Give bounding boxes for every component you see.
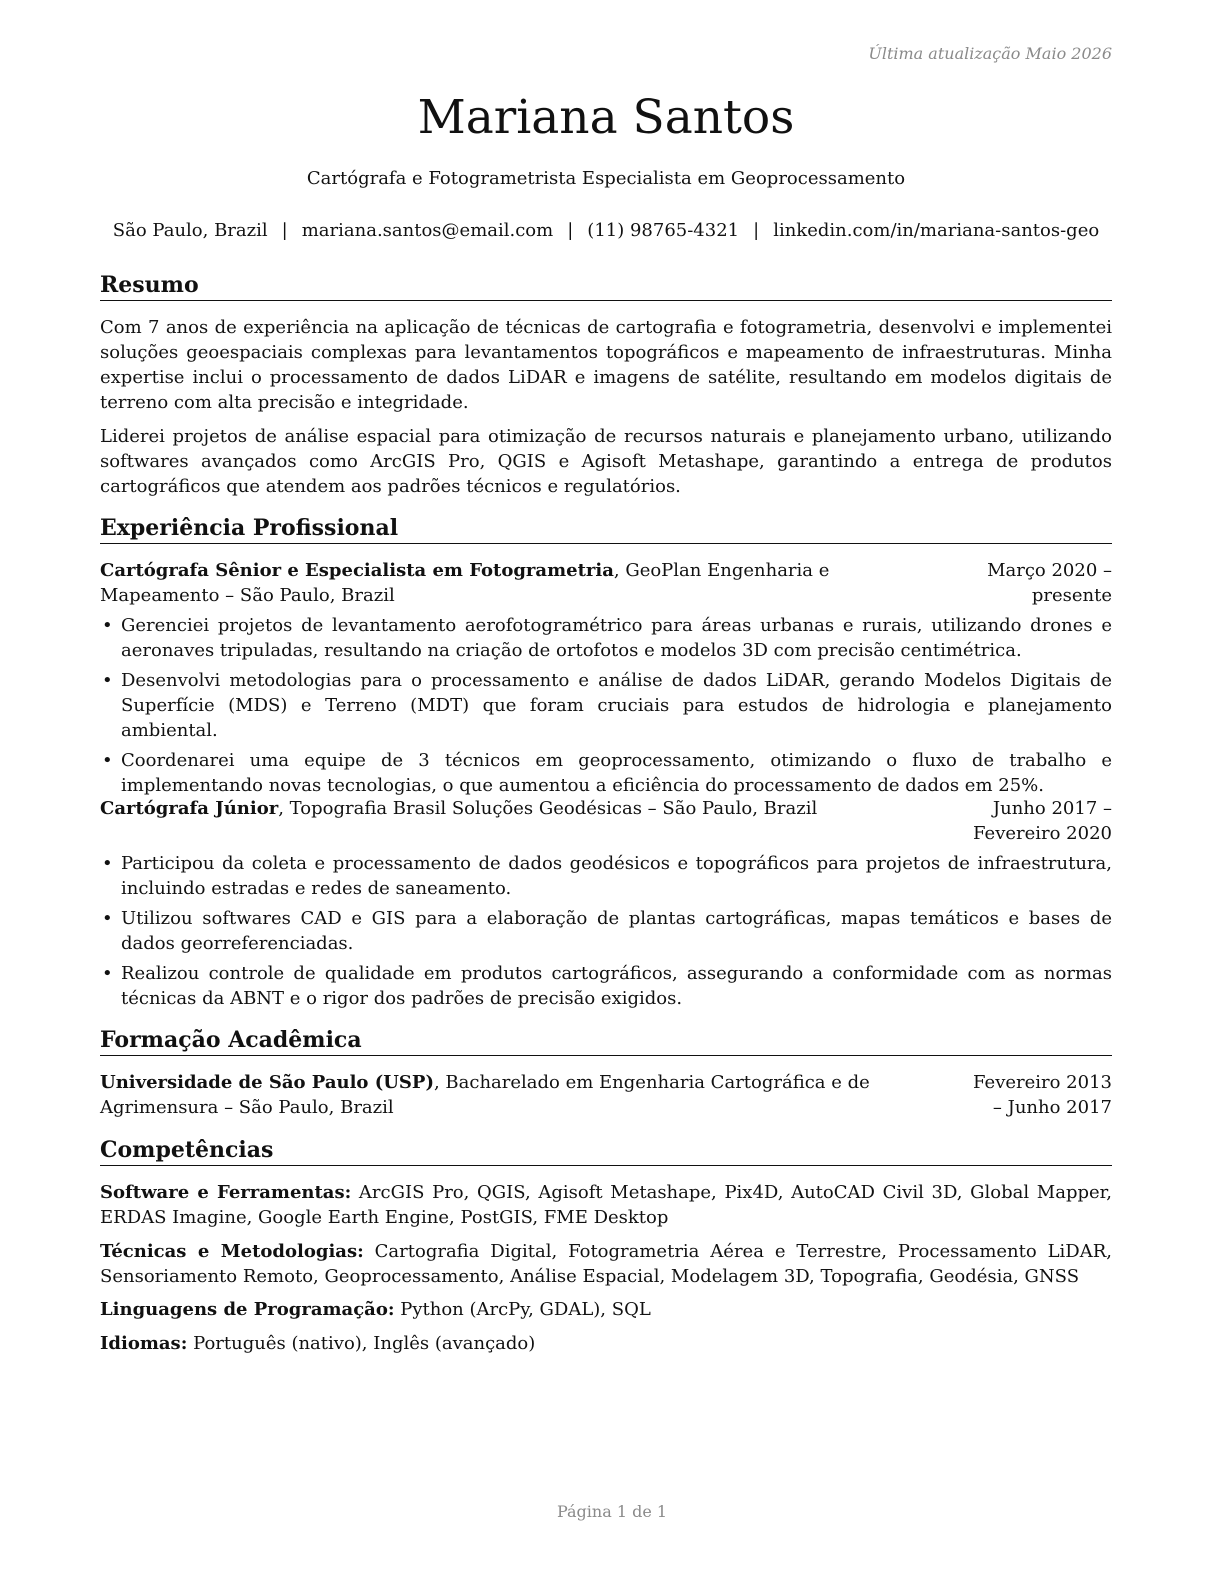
last-updated: Última atualização Maio 2026 xyxy=(868,44,1112,63)
candidate-name: Mariana Santos xyxy=(417,90,795,145)
section-title-skills: Competências xyxy=(100,1136,1112,1166)
education-entry xyxy=(100,1070,1112,1120)
skill-row xyxy=(100,1180,1112,1230)
skill-label: Linguagens de Programação: xyxy=(100,1299,395,1320)
skill-row xyxy=(100,1331,1112,1356)
job-role: Cartógrafa Júnior xyxy=(100,798,279,819)
contact-linkedin[interactable]: linkedin.com/in/mariana-santos-geo xyxy=(773,220,1100,241)
job-company: , Topografia Brasil Soluções Geodésicas – São Paulo, Brazil xyxy=(278,798,818,819)
summary-paragraph: Com 7 anos de experiência na aplicação de técnicas de cartografia e fotogrametria, desenvolvi e implementei soluções geoespaciais complexas para levantamentos topográficos e mapeamento de infraestruturas. Minha expertise inclui o processamento de dados LiDAR e imagens de satélite, resultando em modelos digitais de terreno com alta precisão e integridade. xyxy=(100,317,1112,413)
tagline: Cartógrafa e Fotogrametrista Especialista em Geoprocessamento xyxy=(306,168,906,189)
skill-label: Técnicas e Metodologias: xyxy=(100,1241,364,1262)
section-title-summary: Resumo xyxy=(100,271,1112,301)
skill-value: Python (ArcPy, GDAL), SQL xyxy=(394,1299,651,1320)
skill-label: Idiomas: xyxy=(100,1333,188,1354)
job-bullets xyxy=(100,851,1112,1016)
contact-location: São Paulo, Brazil xyxy=(112,220,268,241)
contact-separator: | xyxy=(281,220,288,241)
skill-value: Cartografia Digital, Fotogrametria Aérea e Terrestre, Processamento LiDAR, Sensoriamento Remoto, Geoprocessamento, Análise Espacial, Modelagem 3D, Topografia, Geodésia, GNSS xyxy=(100,1241,1113,1287)
contact-phone: (11) 98765-4321 xyxy=(587,220,740,241)
job-company: , GeoPlan Engenharia e Mapeamento – São Paulo, Brazil xyxy=(100,560,830,606)
job-dates: Março 2020 – presente xyxy=(987,560,1112,606)
list-item: • Participou da coleta e processamento de dados geodésicos e topográficos para projetos de infraestrutura, incluindo estradas e redes de saneamento. xyxy=(100,851,1112,901)
section-title-education: Formação Acadêmica xyxy=(100,1026,1112,1056)
skill-row xyxy=(100,1297,1112,1322)
skill-value: ArcGIS Pro, QGIS, Agisoft Metashape, Pix4D, AutoCAD Civil 3D, Global Mapper, ERDAS Imagine, Google Earth Engine, PostGIS, FME Desktop xyxy=(100,1182,1112,1228)
education-line xyxy=(100,1070,950,1120)
list-item: • Realizou controle de qualidade em produtos cartográficos, assegurando a conformidade com as normas técnicas da ABNT e o rigor dos padrões de precisão exigidos. xyxy=(100,961,1112,1011)
section-title-experience: Experiência Profissional xyxy=(100,514,1112,544)
skill-label: Software e Ferramentas: xyxy=(100,1182,352,1203)
list-item: • Gerenciei projetos de levantamento aerofotogramétrico para áreas urbanas e rurais, utilizando drones e aeronaves tripuladas, resultando na criação de ortofotos e modelos 3D com precisão centimétrica. xyxy=(100,613,1112,663)
skill-row xyxy=(100,1239,1112,1289)
job-title-line xyxy=(100,796,890,821)
job-dates: Junho 2017 – Fevereiro 2020 xyxy=(973,798,1112,844)
education-school: Universidade de São Paulo (USP) xyxy=(100,1072,434,1093)
job-bullets xyxy=(100,613,1112,803)
contact-separator: | xyxy=(567,220,574,241)
job-header xyxy=(100,558,1112,608)
skill-value: Português (nativo), Inglês (avançado) xyxy=(187,1333,536,1354)
job-header xyxy=(100,796,1112,846)
contact-email[interactable]: mariana.santos@email.com xyxy=(301,220,554,241)
summary-paragraph: Liderei projetos de análise espacial para otimização de recursos naturais e planejamento urbano, utilizando softwares avançados como ArcGIS Pro, QGIS e Agisoft Metashape, garantindo a entrega de produtos cartográficos que atendem aos padrões técnicos e regulatórios. xyxy=(100,426,1112,497)
list-item: • Utilizou softwares CAD e GIS para a elaboração de plantas cartográficas, mapas temáticos e bases de dados georreferenciadas. xyxy=(100,906,1112,956)
education-dates: Fevereiro 2013 – Junho 2017 xyxy=(973,1072,1112,1118)
contact-line xyxy=(100,219,1112,243)
page-number: Página 1 de 1 xyxy=(556,1502,668,1521)
job-title-line xyxy=(100,558,890,608)
job-role: Cartógrafa Sênior e Especialista em Fotogrametria xyxy=(100,560,614,581)
list-item: • Coordenarei uma equipe de 3 técnicos em geoprocessamento, otimizando o fluxo de trabalho e implementando novas tecnologias, o que aumentou a eficiência do processamento de dados em 25%. xyxy=(100,748,1112,798)
list-item: • Desenvolvi metodologias para o processamento e análise de dados LiDAR, gerando Modelos Digitais de Superfície (MDS) e Terreno (MDT) que foram cruciais para estudos de hidrologia e planejamento ambiental. xyxy=(100,668,1112,743)
education-degree: , Bacharelado em Engenharia Cartográfica e de Agrimensura – São Paulo, Brazil xyxy=(100,1072,870,1118)
contact-separator: | xyxy=(753,220,760,241)
